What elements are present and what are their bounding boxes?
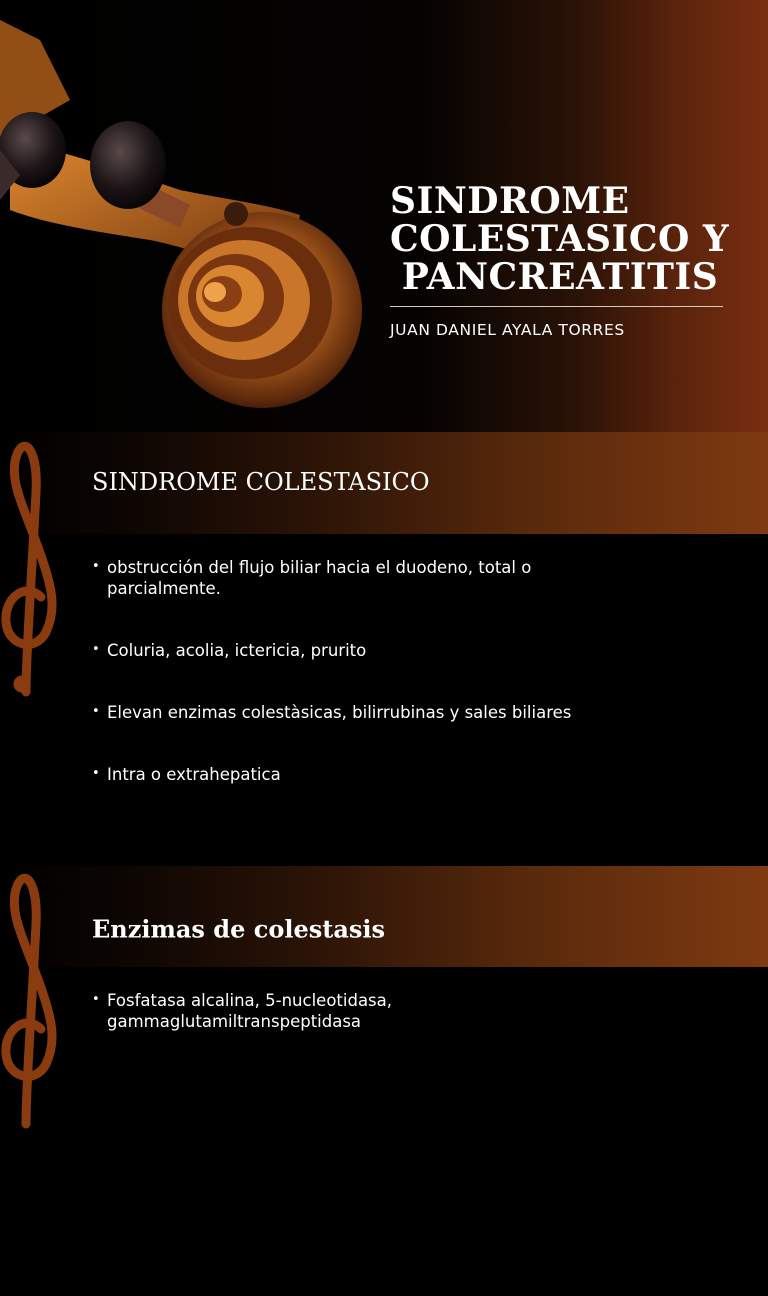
title-divider <box>390 306 723 307</box>
bullet-list <box>92 557 612 826</box>
list-item: • Coluria, acolia, ictericia, prurito <box>92 640 612 661</box>
bullet-list <box>92 990 612 1073</box>
title-line-3: PANCREATITIS <box>401 256 719 298</box>
title-line-1: SINDROME <box>390 180 630 222</box>
slide-sindrome-colestasico <box>0 432 768 864</box>
presentation-title <box>390 182 730 296</box>
list-item: • Fosfatasa alcalina, 5-nucleotidasa, gammaglutamiltranspeptidasa <box>92 990 612 1032</box>
list-item: • Intra o extrahepatica <box>92 764 612 785</box>
violin-scroll-image <box>0 0 380 432</box>
slide-enzimas-colestasis <box>0 864 768 1296</box>
list-item: • obstrucción del flujo biliar hacia el duodeno, total o parcialmente. <box>92 557 612 599</box>
list-item: • Elevan enzimas colestàsicas, bilirrubinas y sales biliares <box>92 702 612 723</box>
treble-clef-icon <box>0 432 76 702</box>
slide-heading: SINDROME COLESTASICO <box>92 468 430 496</box>
title-slide <box>0 0 768 432</box>
title-line-2: COLESTASICO Y <box>390 218 730 260</box>
slide-heading: Enzimas de colestasis <box>92 914 386 944</box>
author-name: JUAN DANIEL AYALA TORRES <box>390 321 625 339</box>
treble-clef-icon <box>0 864 76 1134</box>
